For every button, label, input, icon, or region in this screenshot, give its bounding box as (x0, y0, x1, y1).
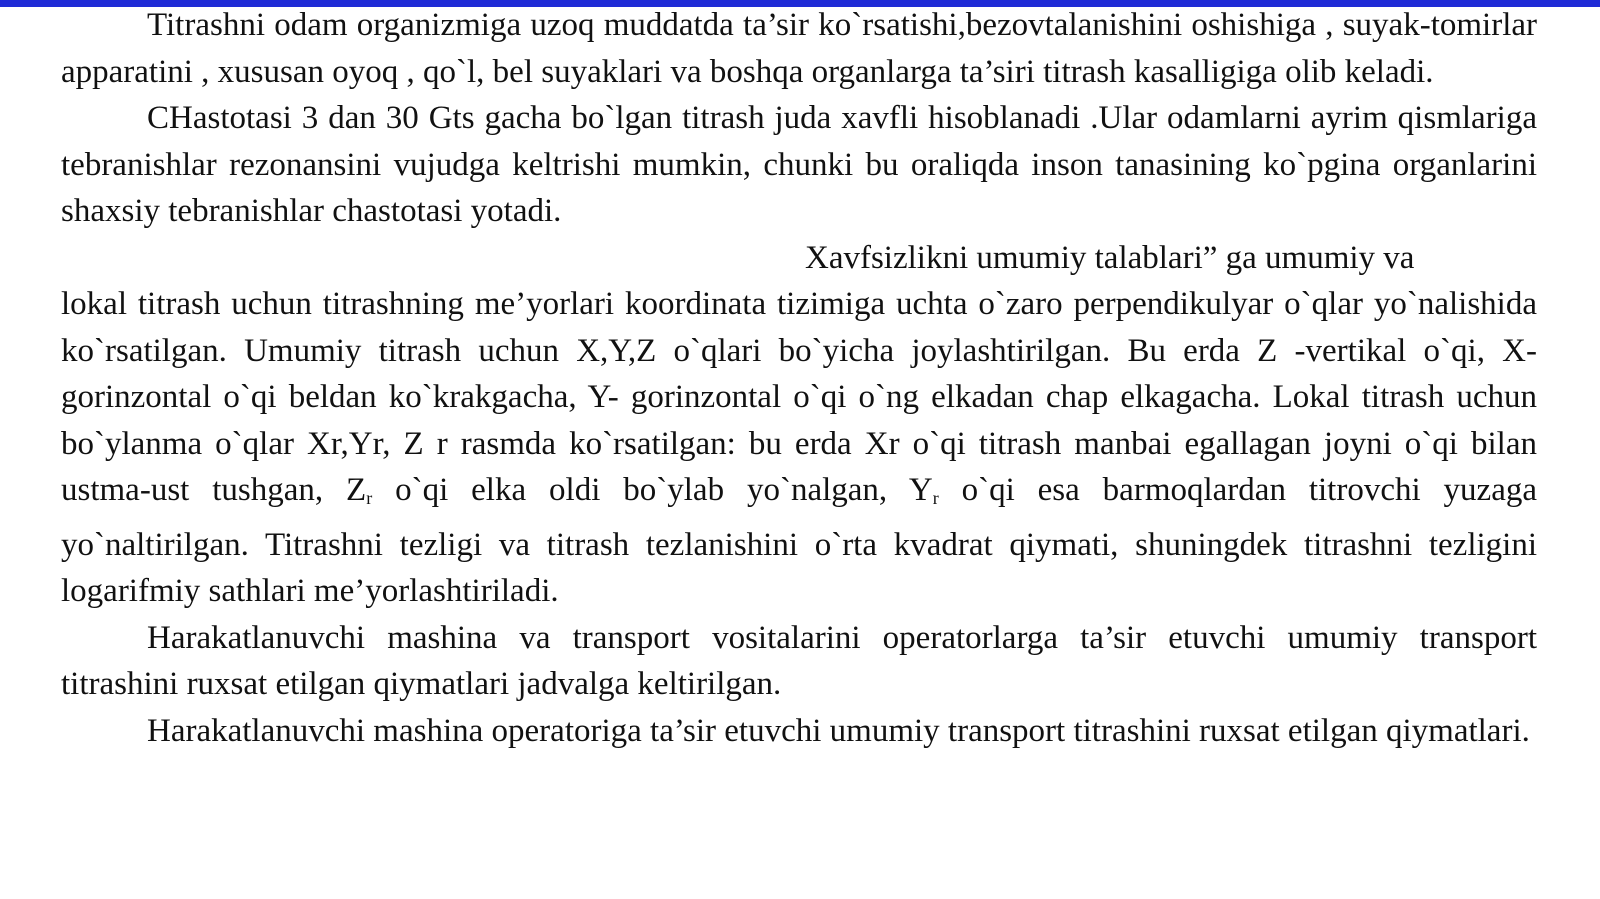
subscript-r-z: r (366, 488, 373, 508)
paragraph-safety-requirements (61, 235, 1537, 282)
subscript-r-y: r (932, 488, 939, 508)
paragraph-dangerous-frequency: CHastotasi 3 dan 30 Gts gacha bo`lgan titrash juda xavfli hisoblanadi .Ular odamlarni ayrim qismlariga tebranishlar rezonansini vujudga keltrishi mumkin, chunki bu oraliqda inson tanasining ko`pgina organlarini shaxsiy tebranishlar chastotasi yotadi. (61, 100, 1537, 229)
paragraph-transport-table-intro: Harakatlanuvchi mashina va transport vositalarini operatorlarga ta’sir etuvchi umumiy transport titrashini ruxsat etilgan qiymatlari jadvalga keltirilgan. (61, 619, 1537, 702)
document-page (61, 2, 1537, 754)
norms-text-part-1: lokal titrash uchun titrashning me’yorlari koordinata tizimiga uchta o`zaro perpendikulyar o`qlar yo`nalishida ko`rsatilgan. Umumiy titrash uchun X,Y,Z o`qlari bo`yicha joylashtirilgan. Bu erda Z -vertikal o`qi, X- gorinzontal o`qi beldan ko`krakgacha, Y- gorinzontal o`qi o`ng elkadan chap elkagacha. Lokal titrash uchun bo`ylanma o`qlar Xr,Yr, Z r rasmda ko`rsatilgan: bu erda Xr o`qi titrash manbai egallagan joyni o`qi bilan ustma-ust tushgan, Z (61, 286, 1537, 508)
paragraph-operator-values: Harakatlanuvchi mashina operatoriga ta’sir etuvchi umumiy transport titrashini ruxsat etilgan qiymatlari. (147, 712, 1530, 749)
norms-text-part-2: o`qi elka oldi bo`ylab yo`nalgan, Y (372, 472, 933, 508)
paragraph-safety-heading: Xavfsizlikni umumiy talablari” ga umumiy va (805, 239, 1415, 276)
paragraph-vibration-norms (61, 281, 1537, 615)
paragraph-vibration-effects: Titrashni odam organizmiga uzoq muddatda ta’sir ko`rsatishi,bezovtalanishini oshishiga , suyak-tomirlar apparatini , xususan oyoq , qo`l, bel suyaklari va boshqa organlarga ta’siri titrash kasalligiga olib keladi. (61, 7, 1537, 90)
norms-text-part-3: o`qi esa barmoqlardan titrovchi yuzaga yo`naltirilgan. Titrashni tezligi va titrash tezlanishini o`rta kvadrat qiymati, shuningdek titrashni tezligini logarifmiy sathlari me’yorlashtiriladi. (61, 472, 1537, 609)
